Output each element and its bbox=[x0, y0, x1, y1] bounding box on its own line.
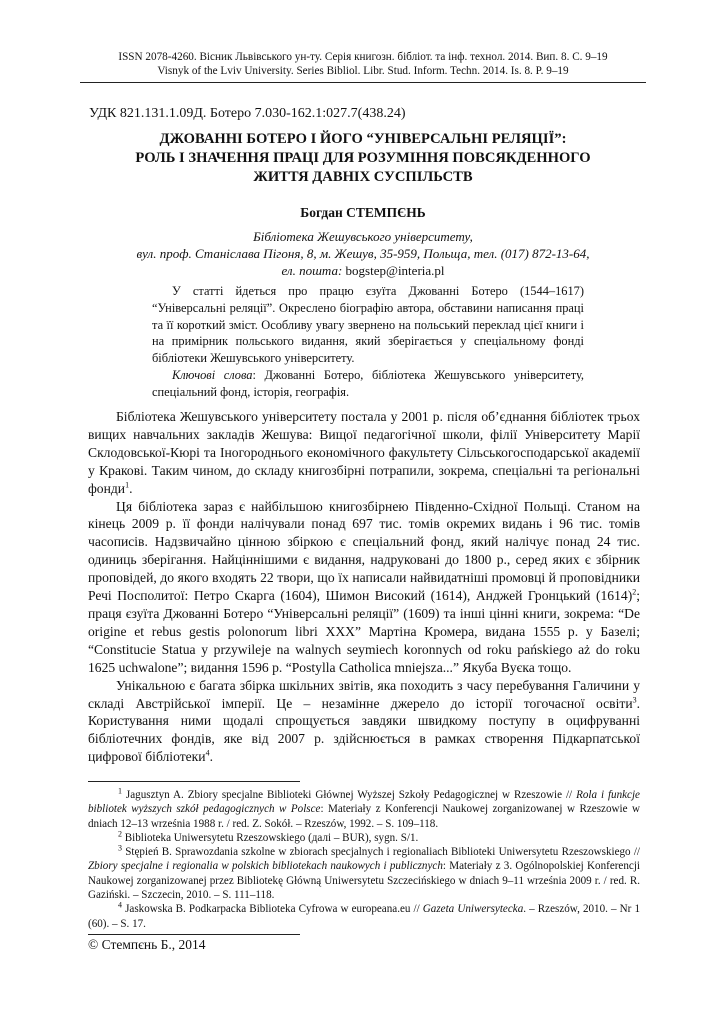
footnote-ref-1[interactable]: 1 bbox=[125, 480, 130, 490]
body-paragraph-2 bbox=[88, 498, 640, 677]
footnote-3-text-a: Stępień B. Sprawozdania szkolne w zbiorach specjalnych i regionaliach Biblioteki Uniwersytetu Rzeszowskiego // bbox=[122, 846, 640, 859]
footnote-4-number: 4 bbox=[118, 900, 122, 910]
footnote-divider bbox=[88, 781, 300, 782]
paragraph-1-text: Бібліотека Жешувського університету постала у 2001 р. після об’єднання бібліотек трьох вищих навчальних закладів Жешува: Вищої педагогічної школи, філії Університету Марії Склодовської-Кюрі та Іногороднього економічного факультету Сільськогосподарської академії у Кракові. Таким чином, до складу книгозбірні потрапили, зокрема, спеціальні та регіональні фонди bbox=[88, 409, 640, 496]
email-link[interactable]: bogstep@interia.pl bbox=[345, 263, 445, 278]
running-header-line-en: Visnyk of the Lviv University. Series Bibliol. Libr. Stud. Inform. Techn. 2014. Is. 8. P. 9–19 bbox=[157, 65, 569, 77]
paragraph-3-text-b: . Користування ними щодалі спрощується завдяки швидкому поступу в оцифруванні бібліотечних фондів, яке від 2007 р. здійснюється в рамках створення Підкарпатської цифрової бібліотеки bbox=[88, 695, 640, 765]
paragraph-2-text-b: ; праця єзуїта Джованні Ботеро “Універсальні реляції” (1609) та інші цінні книги, зокрема: “De origine et rebus gestis polonorum libri XXX” Мартіна Кромера, видана 1555 р. у Базелі; “Constitucie Statua y przywileje na walnych seymiech koronnych od roku pańskiego aż do roku 1625 uchwalone”; видання 1596 р. “Postylla Catholica mniejsza...” Якуба Вуєка тощо. bbox=[88, 588, 640, 675]
body-paragraph-3 bbox=[88, 677, 640, 767]
footnote-3 bbox=[88, 845, 640, 902]
title-line-1: ДЖОВАННІ БОТЕРО І ЙОГО “УНІВЕРСАЛЬНІ РЕЛЯЦІЇ”: bbox=[159, 131, 567, 147]
affiliation-email-line bbox=[80, 262, 646, 279]
email-label: ел. пошта: bbox=[281, 263, 343, 278]
footnote-2-number: 2 bbox=[118, 829, 122, 839]
paragraph-3-text-a: Унікальною є багата збірка шкільних звітів, яка походить з часу перебування Галичини у складі Австрійської імперії. Це – незамінне джерело до історії тогочасної освіти bbox=[88, 677, 640, 711]
keywords-list: : Джованні Ботеро, бібліотека Жешувського університету, спеціальний фонд, історія, географія. bbox=[152, 367, 585, 399]
article-body bbox=[88, 408, 640, 766]
udc-code: УДК 821.131.1.09Д. Ботеро 7.030-162.1:027.7(438.24) bbox=[89, 106, 406, 121]
footnote-2 bbox=[88, 831, 640, 845]
footnote-4-text-b: . – Rzeszów, 2010. – Nr 1 (60). – S. 17. bbox=[88, 903, 640, 930]
article-title bbox=[80, 130, 646, 187]
author-name: Богдан СТЕМПЄНЬ bbox=[300, 205, 426, 220]
abstract bbox=[152, 283, 584, 401]
body-paragraph-1 bbox=[88, 408, 640, 498]
footnote-1-text-a: Jagusztyn A. Zbiory specjalne Biblioteki Głównej Wyższej Szkoły Pedagogicznej w Rzeszowie // bbox=[122, 789, 577, 801]
footnote-ref-2[interactable]: 2 bbox=[632, 587, 637, 597]
footnote-1-number: 1 bbox=[118, 786, 122, 796]
footnote-4 bbox=[88, 902, 640, 931]
paragraph-1-end: . bbox=[129, 480, 133, 496]
footnote-ref-3[interactable]: 3 bbox=[632, 694, 637, 704]
title-line-2: РОЛЬ І ЗНАЧЕННЯ ПРАЦІ ДЛЯ РОЗУМІННЯ ПОВСЯКДЕННОГО bbox=[135, 150, 591, 166]
footnotes bbox=[88, 788, 640, 931]
footnote-3-text-b: : Materiały z 3. Ogólnopolskiej Konferencji Naukowej zorganizowanej przez Bibliotekę Główną Uniwersytetu Szczecińskiego w dniach 9–11 września 2009 r. / red. R. Gaziński. – Szczecin, 2010. – S. 111–118. bbox=[88, 860, 640, 902]
running-header-line-ua: ISSN 2078-4260. Вісник Львівського ун-ту. Серія книгозн. бібліот. та інф. технол. 2014. Вип. 8. С. 9–19 bbox=[118, 51, 608, 63]
footnote-ref-4[interactable]: 4 bbox=[205, 748, 210, 758]
keywords bbox=[152, 367, 584, 401]
footnote-3-number: 3 bbox=[118, 843, 122, 853]
footnote-1-source-title: Rola i funkcje bibliotek wyższych szkół pedagogicznych w Polsce bbox=[88, 789, 640, 816]
paragraph-3-end: . bbox=[209, 749, 213, 765]
abstract-text: У статті йдеться про працю єзуїта Джованні Ботеро (1544–1617) “Універсальні реляції”. Окреслено біографію автора, обставини написання праці та її короткий зміст. Особливу увагу звернено на польський переклад цієї книги і на примірник польського видання, який зберігається у спеціальному фонді бібліотеки Жешувського університету. bbox=[152, 284, 584, 366]
title-line-3: ЖИТТЯ ДАВНІХ СУСПІЛЬСТВ bbox=[253, 169, 473, 185]
footnote-3-source-title: Zbiory specjalne i regionalia w polskich bibliotekach naukowych i publicznych bbox=[88, 860, 443, 873]
footnote-1 bbox=[88, 788, 640, 831]
copyright-divider bbox=[88, 934, 300, 935]
author-affiliation bbox=[80, 228, 646, 279]
header-divider bbox=[80, 82, 646, 83]
affiliation-line-2: вул. проф. Станіслава Пігоня, 8, м. Жешув, 35-959, Польща, тел. (017) 872-13-64, bbox=[136, 246, 590, 261]
footnote-1-text-b: : Materiały z Konferencji Naukowej zorganizowanej w Rzeszowie w dniach 12–13 września 1988 r. / red. Z. Sokół. – Rzeszów, 1992. – S. 109–118. bbox=[88, 803, 640, 830]
footnote-2-text: Biblioteka Uniwersytetu Rzeszowskiego (далі – BUR), sygn. S/1. bbox=[122, 831, 419, 844]
running-header bbox=[80, 50, 646, 78]
footnote-4-text-a: Jaskowska B. Podkarpacka Biblioteka Cyfrowa w europeana.eu // bbox=[122, 903, 423, 916]
footnote-4-source-title: Gazeta Uniwersytecka bbox=[422, 903, 524, 916]
affiliation-line-1: Бібліотека Жешувського університету, bbox=[253, 229, 473, 244]
keywords-label: Ключові слова bbox=[172, 367, 253, 382]
copyright-notice: © Стемпєнь Б., 2014 bbox=[88, 937, 206, 952]
paragraph-2-text-a: Ця бібліотека зараз є найбільшою книгозбірнею Південно-Східної Польщі. Станом на кінець 2009 р. її фонди налічували понад 697 тис. томів окремих видань і 96 тис. томів часописів. Надзвичайно цінною збіркою є спеціальний фонд, який налічує понад 24 тис. одиниць зберігання. Найціннішими є видання, надруковані до 1800 р., серед яких є збірник проповідей, до якого входять 22 твори, що їх написали найвидатніші промовці й проповідники Речі Посполитої: Петро Скарга (1604), Шимон Висoкий (1614), Анджей Гронцький (1614) bbox=[88, 498, 640, 604]
